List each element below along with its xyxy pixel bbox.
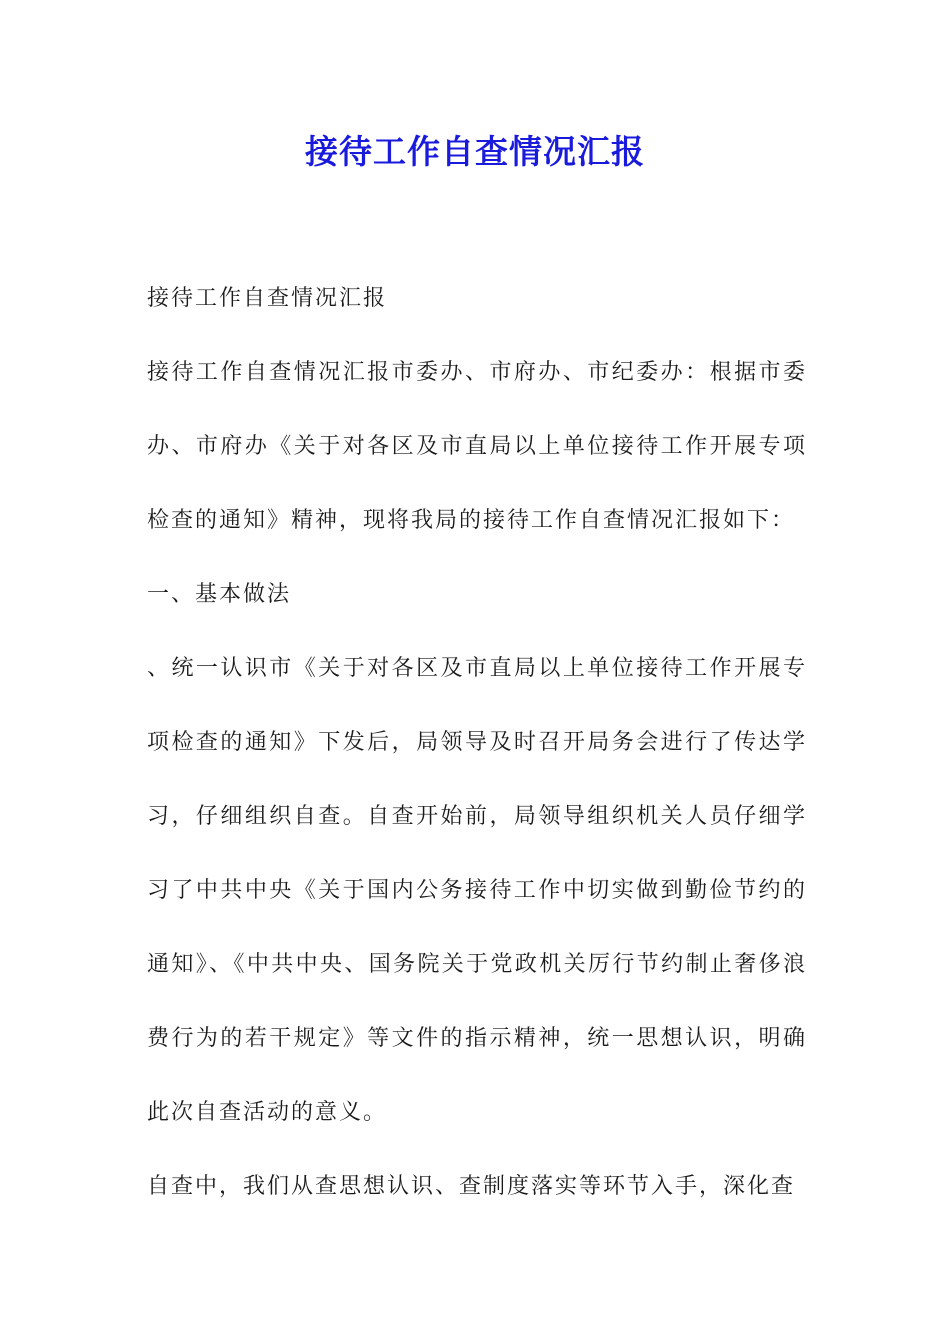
document-body [147, 262, 807, 1224]
document-title: 接待工作自查情况汇报 [305, 132, 645, 171]
paragraph-self-check: 自查中，我们从查思想认识、查制度落实等环节入手，深化查 [147, 1174, 796, 1199]
section-heading-basic-practice: 一、基本做法 [147, 582, 292, 607]
paragraph-unify-understanding: 、统一认识市《关于对各区及市直局以上单位接待工作开展专项检查的通知》下发后，局领导及时召开局务会进行了传达学习，仔细组织自查。自查开始前，局领导组织机关人员仔细学习了中共中央《关于国内公务接待工作中切实做到勤俭节约的通知》、《中共中央、国务院关于党政机关厉行节约制止奢侈浪费行为的若干规定》等文件的指示精神，统一思想认识，明确此次自查活动的意义。 [147, 656, 807, 1125]
paragraph-heading: 接待工作自查情况汇报 [147, 286, 388, 311]
paragraph-intro: 接待工作自查情况汇报市委办、市府办、市纪委办：根据市委办、市府办《关于对各区及市直局以上单位接待工作开展专项检查的通知》精神，现将我局的接待工作自查情况汇报如下： [147, 360, 807, 533]
